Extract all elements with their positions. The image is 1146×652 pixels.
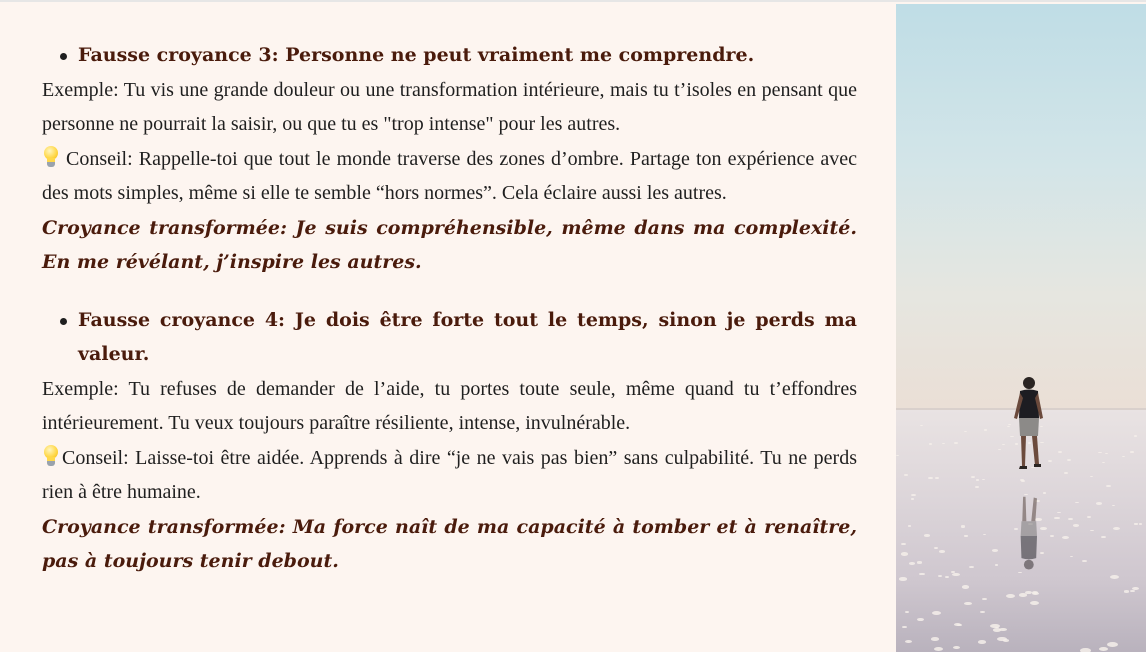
- exemple-3: Exemple: Tu vis une grande douleur ou une transformation intérieure, mais tu t’isoles en pensant que personne ne pourrait la saisir, ou que tu es "trop intense" pour les autres.: [42, 78, 857, 135]
- photo-salt-flat-walker: [896, 4, 1146, 652]
- salt-speck: [1130, 451, 1133, 453]
- salt-speck: [1132, 587, 1139, 590]
- bullet-heading-3: [42, 38, 857, 73]
- bullet-dot: [60, 318, 67, 325]
- salt-speck: [902, 626, 907, 628]
- salt-speck: [1032, 591, 1038, 594]
- lightbulb-icon: [42, 146, 60, 168]
- lightbulb-icon: [42, 445, 60, 467]
- salt-speck: [1102, 462, 1105, 463]
- heading-3-text: Fausse croyance 3: Personne ne peut vraiment me comprendre.: [78, 44, 755, 66]
- bullet-dot: [60, 53, 67, 60]
- salt-speck: [1064, 472, 1068, 474]
- salt-speck: [911, 494, 916, 496]
- conseil-3-text: Conseil: Rappelle-toi que tout le monde traverse des zones d’ombre. Partage ton expérience avec des mots simples, même si elle te semble “hors normes”. Cela éclaire aussi les autres.: [42, 147, 857, 204]
- section-spacer: [42, 280, 857, 303]
- salt-speck: [975, 486, 979, 488]
- salt-speck: [904, 474, 908, 476]
- text-column: [42, 38, 857, 579]
- salt-speck: [976, 479, 979, 480]
- salt-speck: [901, 543, 905, 545]
- conseil-4-text: Conseil: Laisse-toi être aidée. Apprends à dire “je ne vais pas bien” sans culpabilité. Tu ne perds rien à être humaine.: [42, 446, 857, 503]
- salt-speck: [1099, 647, 1108, 651]
- salt-speck: [1090, 530, 1094, 532]
- salt-speck: [1096, 502, 1102, 505]
- salt-speck: [992, 549, 998, 552]
- salt-speck: [939, 550, 944, 552]
- salt-speck: [1058, 451, 1062, 453]
- walker-reflection: [1008, 482, 1048, 572]
- heading-4-text: Fausse croyance 4: Je dois être forte tout le temps, sinon je perds ma valeur.: [78, 308, 857, 365]
- salt-speck: [1134, 523, 1137, 524]
- croyance-transformee-4: Croyance transformée: Ma force naît de ma capacité à tomber et à renaître, pas à toujours tenir debout.: [42, 515, 857, 572]
- salt-speck: [924, 534, 929, 536]
- salt-speck: [1067, 459, 1071, 461]
- salt-speck: [1006, 594, 1015, 598]
- salt-speck: [1134, 435, 1137, 437]
- salt-speck: [942, 443, 945, 444]
- salt-speck: [905, 611, 909, 613]
- salt-speck: [1124, 590, 1129, 592]
- salt-speck: [1139, 523, 1142, 525]
- salt-speck: [964, 535, 967, 536]
- salt-speck: [1057, 512, 1061, 514]
- conseil-3-paragraph: [42, 142, 857, 211]
- salt-speck: [998, 449, 1001, 451]
- salt-speck: [961, 525, 966, 527]
- salt-speck: [901, 552, 909, 555]
- salt-speck: [1073, 524, 1080, 527]
- salt-speck: [917, 561, 922, 563]
- salt-speck: [953, 646, 960, 649]
- croyance-transformee-3: Croyance transformée: Je suis compréhensible, même dans ma complexité. En me révélant, j’inspire les autres.: [42, 216, 857, 273]
- conseil-4-paragraph: [42, 441, 857, 510]
- salt-speck: [993, 628, 1001, 632]
- salt-speck: [908, 525, 911, 527]
- salt-speck: [1101, 536, 1106, 538]
- salt-speck: [1082, 560, 1087, 562]
- salt-speck: [1110, 575, 1119, 579]
- salt-speck: [1025, 591, 1032, 594]
- salt-speck: [962, 585, 969, 588]
- salt-speck: [954, 442, 958, 444]
- salt-speck: [1050, 535, 1054, 537]
- salt-speck: [1107, 642, 1118, 647]
- salt-speck: [911, 498, 914, 499]
- exemple-4: Exemple: Tu refuses de demander de l’aide, tu portes toute seule, même quand tu t’effondres intérieurement. Tu veux toujours paraître résiliente, intense, invulnérable.: [42, 377, 857, 434]
- salt-speck: [934, 647, 943, 651]
- walking-person-figure: [1008, 374, 1048, 484]
- salt-speck: [980, 611, 984, 613]
- salt-speck: [935, 477, 939, 479]
- salt-speck: [932, 611, 941, 615]
- salt-speck: [984, 429, 987, 430]
- salt-speck: [929, 443, 932, 444]
- bullet-heading-4: [42, 303, 857, 372]
- salt-speck: [1130, 590, 1135, 592]
- salt-speck: [909, 562, 915, 565]
- salt-speck: [1068, 518, 1073, 520]
- salt-speck: [899, 577, 906, 580]
- salt-speck: [1048, 460, 1052, 462]
